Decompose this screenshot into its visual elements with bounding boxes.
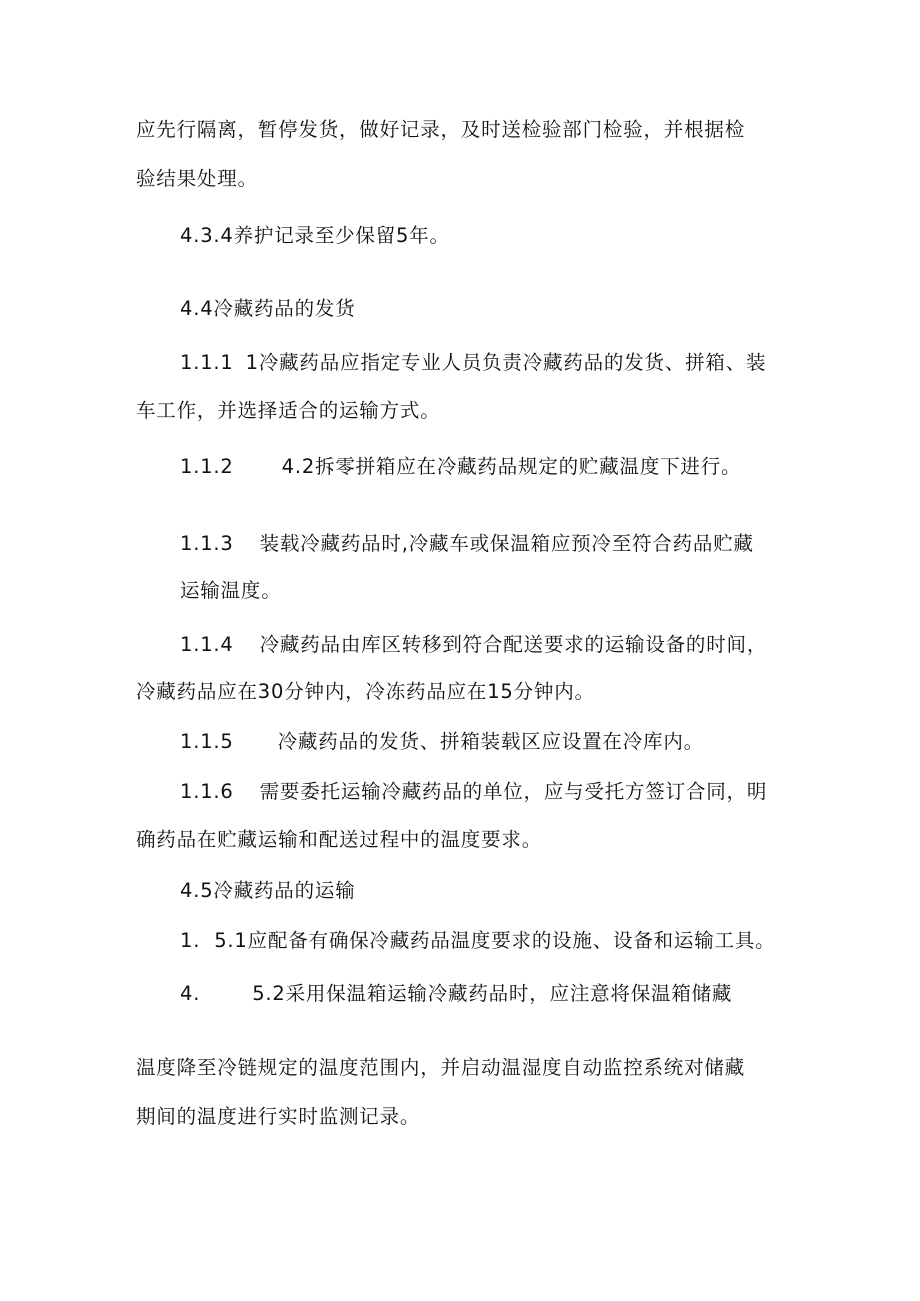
paragraph-line: 4.3.4养护记录至少保留5年。	[180, 224, 450, 247]
item-number: 1.1.2	[180, 455, 234, 478]
paragraph-line: 冷藏药品应在30分钟内，冷冻药品应在15分钟内。	[136, 680, 595, 703]
item-number: 1.1.5	[180, 730, 234, 753]
item-text: 冷藏药品由库区转移到符合配送要求的运输设备的时间，	[259, 633, 768, 656]
paragraph-line: 应先行隔离，暂停发货，做好记录，及时送检验部门检验，并根据检	[136, 118, 746, 141]
list-item	[180, 981, 732, 1007]
item-text: 需要委托运输冷藏药品的单位，应与受托方签订合同，明	[259, 780, 768, 803]
item-number: 1.1.6	[180, 780, 234, 803]
list-item	[180, 632, 767, 658]
item-number: 1.1.4	[180, 633, 234, 656]
list-item	[180, 729, 704, 755]
list-item	[180, 531, 754, 557]
section-heading: 4.4冷藏药品的发货	[180, 297, 356, 320]
item-text: 5.2采用保温箱运输冷藏药品时，应注意将保温箱储藏	[252, 982, 733, 1005]
item-number: 1.1.1	[180, 351, 234, 374]
paragraph-line: 温度降至冷链规定的温度范围内，并启动温湿度自动监控系统对储藏	[136, 1056, 746, 1079]
list-item	[180, 928, 775, 954]
list-item	[180, 779, 767, 805]
item-text: 1冷藏药品应指定专业人员负责冷藏药品的发货、拼箱、装	[245, 351, 767, 374]
list-item	[180, 350, 766, 376]
item-text: 装载冷藏药品时,冷藏车或保温箱应预冷至符合药品贮藏	[259, 532, 754, 555]
paragraph-line: 期间的温度进行实时监测记录。	[136, 1105, 421, 1128]
item-text: 5.1应配备有确保冷藏药品温度要求的设施、设备和运输工具。	[214, 929, 776, 952]
item-text: 4.2拆零拼箱应在冷藏药品规定的贮藏温度下进行。	[281, 455, 742, 478]
item-text: 冷藏药品的发货、拼箱装载区应设置在冷库内。	[277, 730, 704, 753]
item-number: 4.	[180, 982, 201, 1005]
section-heading: 4.5冷藏药品的运输	[180, 879, 356, 902]
item-number: 1.1.3	[180, 532, 234, 555]
list-item	[180, 454, 741, 480]
paragraph-line: 车工作，并选择适合的运输方式。	[136, 399, 441, 422]
paragraph-line: 确药品在贮藏运输和配送过程中的温度要求。	[136, 828, 543, 851]
paragraph-line: 验结果处理。	[136, 167, 258, 190]
item-number: 1.	[180, 929, 201, 952]
paragraph-line: 运输温度。	[180, 579, 282, 602]
